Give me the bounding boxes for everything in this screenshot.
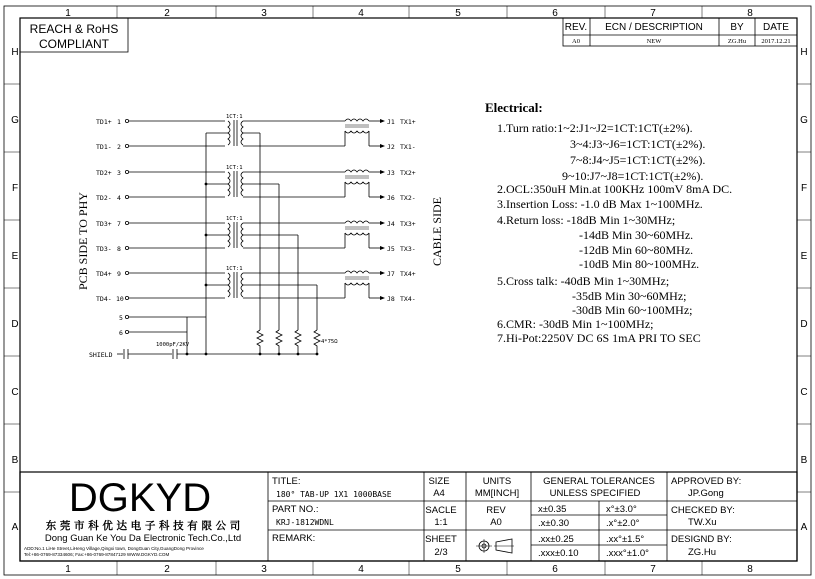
tolerances-title-1: GENERAL TOLERANCES (543, 476, 655, 487)
col-label-1-top: 1 (65, 8, 71, 19)
remark-label: REMARK: (272, 533, 316, 544)
col-label-8-top: 8 (747, 8, 753, 19)
electrical-line-4: 9~10:J7~J8=1CT:1CT(±2%). (562, 169, 704, 183)
right-pin-name-2: J2 (387, 143, 395, 151)
col-label-2-bottom: 2 (164, 564, 170, 575)
schematic (76, 114, 444, 359)
size-label: SIZE (428, 476, 450, 487)
sheet-value: 2/3 (434, 547, 448, 558)
approved-value: JP.Gong (688, 488, 724, 499)
left-pin-name-1: TD1+ (96, 118, 112, 126)
right-pin-name-5: J4 (387, 220, 395, 228)
scale-value: 1:1 (434, 517, 448, 528)
transformer-2 (226, 165, 345, 197)
col-label-6-top: 6 (552, 8, 558, 19)
cable-side-label: CABLE SIDE (430, 197, 444, 266)
checked-label: CHECKED BY: (671, 505, 735, 516)
electrical-title: Electrical: (485, 100, 543, 115)
electrical-line-14: 6.CMR: -30dB Min 1~100MHz; (497, 317, 654, 331)
rev-header-rev: REV. (564, 22, 588, 33)
col-label-6-bottom: 6 (552, 564, 558, 575)
rev-header-date: DATE (763, 22, 789, 33)
left-pin-leads (125, 119, 225, 333)
primary-center-taps (187, 133, 228, 345)
right-pin-name-3: J3 (387, 169, 395, 177)
transformer-3-ratio: 1CT:1 (226, 216, 243, 222)
electrical-line-5: 2.OCL:350uH Min.at 100KHz 100mV 8mA DC. (497, 182, 733, 196)
transformer-4-ratio: 1CT:1 (226, 266, 243, 272)
row-label-b-left: B (11, 455, 19, 466)
row-label-h-left: H (11, 47, 19, 58)
electrical-line-11: 5.Cross talk: -40dB Min 1~30MHz; (497, 274, 670, 288)
pcb-side-label: PCB SIDE TO PHY (76, 192, 90, 290)
tolerance-lin-2: .x±0.30 (538, 518, 570, 529)
tolerance-ang-4: .xxx°±1.0° (606, 548, 649, 559)
row-label-c-right: C (800, 387, 808, 398)
tolerances-title-2: UNLESS SPECIFIED (549, 488, 641, 499)
electrical-line-8: -14dB Min 30~60MHz. (579, 228, 694, 242)
projection-symbol-icon (476, 539, 514, 553)
transformer-4 (226, 266, 345, 298)
electrical-line-3: 7~8:J4~J5=1CT:1CT(±2%). (570, 153, 706, 167)
right-pin-sig-6: TX3- (400, 245, 416, 253)
rev-label: REV (486, 505, 506, 516)
left-pin-num-3: 3 (117, 169, 121, 177)
left-pin-name-8: TD4- (96, 295, 112, 303)
right-pin-name-4: J6 (387, 194, 395, 202)
electrical-line-9: -12dB Min 60~80MHz. (579, 243, 694, 257)
electrical-line-2: 3~4:J3~J6=1CT:1CT(±2%). (570, 137, 706, 151)
rev-header-by: BY (730, 22, 744, 33)
row-label-e-right: E (800, 251, 808, 262)
col-label-8-bottom: 8 (747, 564, 753, 575)
shield-capacitor (117, 345, 317, 359)
tolerance-ang-3: .xx°±1.5° (606, 534, 645, 545)
left-pin-name-4: TD2- (96, 194, 112, 202)
left-pin-name-5: TD3+ (96, 220, 112, 228)
electrical-line-13: -30dB Min 60~100MHz; (572, 303, 693, 317)
row-label-g-right: G (800, 115, 808, 126)
left-pin-num-4: 4 (117, 194, 121, 202)
checked-value: TW.Xu (688, 517, 717, 528)
col-label-2-top: 2 (164, 8, 170, 19)
company-name-cn: 东 莞 市 科 优 达 电 子 科 技 有 限 公 司 (45, 520, 241, 532)
left-pin-name-7: TD4+ (96, 270, 112, 278)
row-label-d-right: D (800, 319, 808, 330)
row-label-c-left: C (11, 387, 19, 398)
scale-label: SACLE (425, 505, 457, 516)
right-pin-sig-7: TX4+ (400, 270, 416, 278)
col-label-5-bottom: 5 (455, 564, 461, 575)
electrical-line-15: 7.Hi-Pot:2250V DC 6S 1mA PRI TO SEC (497, 331, 701, 345)
rev-row-ecn: NEW (646, 38, 662, 45)
left-pin-num-5: 7 (117, 220, 121, 228)
col-label-1-bottom: 1 (65, 564, 71, 575)
part-no-label: PART NO.: (272, 504, 319, 515)
rev-row-date: 2017.12.21 (761, 38, 791, 45)
right-pin-name-1: J1 (387, 118, 395, 126)
shield-label: SHIELD (89, 351, 113, 359)
left-pin-name-3: TD2+ (96, 169, 112, 177)
electrical-line-10: -10dB Min 80~100MHz. (579, 257, 700, 271)
company-address: ADD:No.1 LiHe Street,LiHeng Village,Qingxi town, DongGuan City,GuangDong Province (24, 546, 204, 551)
company-name-en: Dong Guan Ke You Da Electronic Tech.Co.,Ltd (44, 533, 242, 544)
row-label-h-right: H (800, 47, 808, 58)
right-pin-sig-1: TX1+ (400, 118, 416, 126)
row-label-d-left: D (11, 319, 19, 330)
part-no-value: KRJ-1812WDNL (276, 518, 334, 527)
capacitor-label: 1000pF/2KV (156, 342, 190, 348)
title-label: TITLE: (272, 476, 301, 487)
tolerance-ang-1: x°±3.0° (606, 504, 637, 515)
row-label-g-left: G (11, 115, 19, 126)
tolerance-lin-3: .xx±0.25 (538, 534, 574, 545)
row-label-f-left: F (11, 183, 19, 194)
approved-label: APPROVED BY: (671, 476, 742, 487)
transformer-3 (226, 216, 345, 248)
size-value: A4 (433, 488, 445, 499)
designed-label: DESIGND BY: (671, 534, 732, 545)
left-pin-num-1: 1 (117, 118, 121, 126)
company-contact: Tel:+86-0769-87334606; Fax:+86-0769-87847129 WWW.DGKYD.COM (24, 552, 170, 557)
right-pin-name-7: J7 (387, 270, 395, 278)
left-pin-num-2: 2 (117, 143, 121, 151)
transformer-2-ratio: 1CT:1 (226, 165, 243, 171)
col-label-5-top: 5 (455, 8, 461, 19)
left-pin-num-6: 8 (117, 245, 121, 253)
electrical-line-12: -35dB Min 30~60MHz; (572, 289, 687, 303)
electrical-spec (485, 100, 732, 345)
col-label-3-top: 3 (261, 8, 267, 19)
right-pin-sig-3: TX2+ (400, 169, 416, 177)
sheet-label: SHEET (425, 534, 457, 545)
row-label-f-right: F (800, 183, 808, 194)
transformer-1-ratio: 1CT:1 (226, 114, 243, 120)
col-label-4-bottom: 4 (358, 564, 364, 575)
electrical-line-6: 3.Insertion Loss: -1.0 dB Max 1~100MHz. (497, 197, 703, 211)
right-pin-sig-4: TX2- (400, 194, 416, 202)
rev-row-by: ZG.Hu (727, 38, 747, 45)
left-pin-name-6: TD3- (96, 245, 112, 253)
tolerance-lin-4: .xxx±0.10 (538, 548, 579, 559)
units-value: MM[INCH] (474, 488, 520, 499)
col-label-7-bottom: 7 (650, 564, 656, 575)
transformer-1 (226, 114, 345, 146)
extra-pin-num-5: 5 (119, 314, 123, 322)
secondary-center-taps (243, 133, 317, 330)
row-label-a-right: A (800, 522, 808, 533)
compliance-line1: REACH & RoHS (29, 22, 119, 36)
right-pin-sig-2: TX1- (400, 143, 416, 151)
compliance-line2: COMPLIANT (38, 37, 110, 51)
row-label-b-right: B (800, 455, 808, 466)
units-label: UNITS (482, 476, 512, 487)
left-pin-num-7: 9 (117, 270, 121, 278)
electrical-line-1: 1.Turn ratio:1~2:J1~J2=1CT:1CT(±2%). (497, 121, 693, 135)
left-pin-num-8: 10 (116, 295, 124, 303)
tolerance-lin-1: x±0.35 (538, 504, 567, 515)
designed-value: ZG.Hu (688, 547, 716, 558)
company-logo: DGKYD (68, 476, 212, 520)
col-label-7-top: 7 (650, 8, 656, 19)
resistor-label: 4*75Ω (321, 339, 338, 345)
electrical-line-7: 4.Return loss: -18dB Min 1~30MHz; (497, 213, 676, 227)
left-pin-name-2: TD1- (96, 143, 112, 151)
col-label-4-top: 4 (358, 8, 364, 19)
right-pin-name-6: J5 (387, 245, 395, 253)
title-value: 180° TAB-UP 1X1 1000BASE (276, 490, 392, 499)
right-pin-name-8: J8 (387, 295, 395, 303)
col-label-3-bottom: 3 (261, 564, 267, 575)
common-mode-chokes (345, 119, 385, 300)
right-pin-sig-8: TX4- (400, 295, 416, 303)
termination-resistors (257, 330, 320, 355)
row-label-e-left: E (11, 251, 19, 262)
row-label-a-left: A (11, 522, 19, 533)
rev-value: A0 (490, 517, 502, 528)
rev-row-rev: A0 (572, 38, 580, 45)
extra-pin-num-6: 6 (119, 329, 123, 337)
rev-header-ecn: ECN / DESCRIPTION (605, 22, 703, 33)
tolerance-ang-2: .x°±2.0° (606, 518, 640, 529)
right-pin-sig-5: TX3+ (400, 220, 416, 228)
